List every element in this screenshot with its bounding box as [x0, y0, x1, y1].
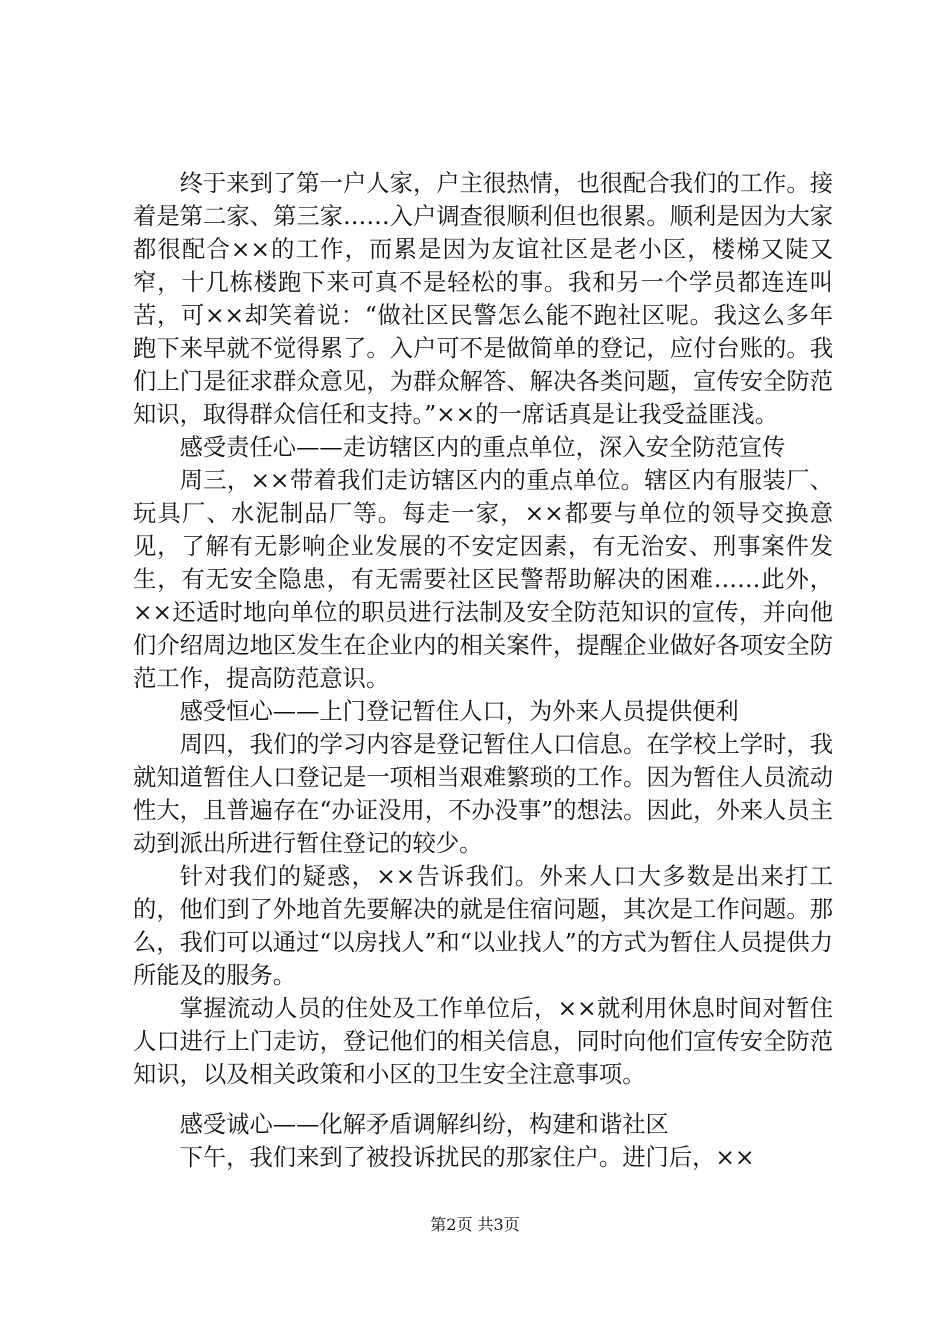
document-body	[133, 167, 833, 1174]
section-heading-perseverance: 感受恒心——上门登记暂住人口，为外来人员提供便利	[179, 698, 739, 725]
paragraph-6: 下午，我们来到了被投诉扰民的那家住户。进门后，××	[179, 1144, 755, 1171]
paragraph-1: 终于来到了第一户人家，户主很热情，也很配合我们的工作。接着是第二家、第三家……入户调查很顺利但也很累。顺利是因为大家都很配合××的工作，而累是因为友谊社区是老小区，楼梯又陡又窄，十几栋楼跑下来可真不是轻松的事。我和另一个学员都连连叫苦，可××却笑着说：“做社区民警怎么能不跑社区呢。我这么多年跑下来早就不觉得累了。入户可不是做简单的登记，应付台账的。我们上门是征求群众意见，为群众解答、解决各类问题，宣传安全防范知识，取得群众信任和支持。”××的一席话真是让我受益匪浅。	[133, 170, 833, 428]
page-number: 第2页	[430, 1215, 473, 1234]
paragraph-4: 针对我们的疑惑，××告诉我们。外来人口大多数是出来打工的，他们到了外地首先要解决的就是住宿问题，其次是工作问题。那么，我们可以通过“以房找人”和“以业找人”的方式为暂住人员提供力所能及的服务。	[133, 863, 833, 989]
section-heading-sincerity: 感受诚心——化解矛盾调解纠纷，构建和谐社区	[179, 1111, 669, 1138]
page-footer	[0, 1215, 950, 1235]
paragraph-3: 周四，我们的学习内容是登记暂住人口信息。在学校上学时，我就知道暂住人口登记是一项相当艰难繁琐的工作。因为暂住人员流动性大，且普遍存在“办证没用，不办没事”的想法。因此，外来人员主动到派出所进行暂住登记的较少。	[133, 731, 833, 857]
paragraph-2: 周三，××带着我们走访辖区内的重点单位。辖区内有服装厂、玩具厂、水泥制品厂等。每走一家，××都要与单位的领导交换意见，了解有无影响企业发展的不安定因素，有无治安、刑事案件发生，有无安全隐患，有无需要社区民警帮助解决的困难……此外，××还适时地向单位的职员进行法制及安全防范知识的宣传，并向他们介绍周边地区发生在企业内的相关案件，提醒企业做好各项安全防范工作，提高防范意识。	[133, 467, 833, 692]
page-total: 共3页	[477, 1215, 520, 1234]
section-heading-responsibility: 感受责任心——走访辖区内的重点单位，深入安全防范宣传	[179, 434, 786, 461]
paragraph-5: 掌握流动人员的住处及工作单位后，××就利用休息时间对暂住人口进行上门走访，登记他们的相关信息，同时向他们宣传安全防范知识，以及相关政策和小区的卫生安全注意事项。	[133, 995, 833, 1088]
